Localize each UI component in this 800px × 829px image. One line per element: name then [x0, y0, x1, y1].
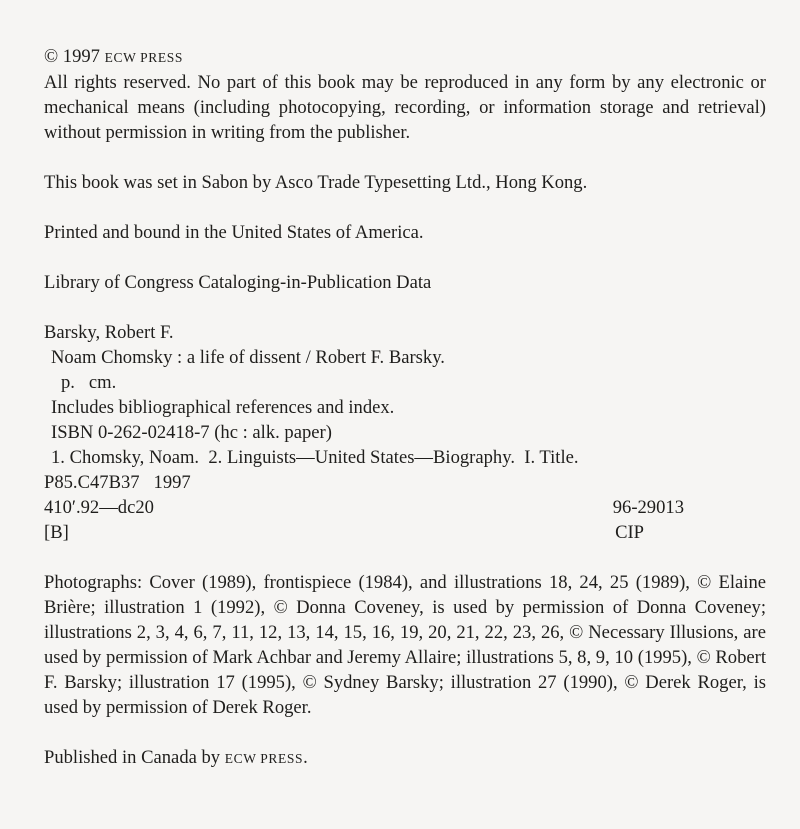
- cip-dewey: 410′.92—dc20: [44, 497, 154, 518]
- cip-subjects: 1. Chomsky, Noam. 2. Linguists—United States—Biography. I. Title.: [51, 447, 579, 468]
- cip-title: Noam Chomsky : a life of dissent / Robert F. Barsky.: [51, 347, 445, 368]
- copyright-line: [44, 44, 766, 70]
- published-publisher: ECW PRESS: [224, 751, 304, 766]
- cip-author: Barsky, Robert F.: [44, 322, 174, 343]
- cip-tag: CIP: [615, 522, 644, 543]
- copyright-publisher: ECW PRESS: [104, 50, 183, 65]
- cip-call-number: P85.C47B37 1997: [44, 472, 191, 493]
- cip-notes: Includes bibliographical references and index.: [51, 397, 395, 418]
- cip-pagination: p. cm.: [61, 372, 117, 393]
- rights-paragraph: All rights reserved. No part of this book may be reproduced in any form by any electronic or mechanical means (including photocopying, recording, or information storage and retrieval) without permission in writing from the publisher.: [44, 72, 766, 143]
- published-suffix: .: [303, 747, 308, 768]
- cip-record: [44, 320, 766, 545]
- published-prefix: Published in Canada by: [44, 747, 221, 768]
- published-line: [44, 745, 766, 771]
- cip-dewey-row: [44, 495, 720, 520]
- photographs-paragraph: Photographs: Cover (1989), frontispiece (1984), and illustrations 18, 24, 25 (1989), © Elaine Brière; illustration 1 (1992), © Donna Coveney, is used by permission of Donna Coveney; illustrations 2, 3, 4, 6, 7, 11, 12, 13, 14, 15, 16, 19, 20, 21, 22, 23, 26, © Necessary Illusions, are used by permission of Mark Achbar and Jeremy Allaire; illustrations 5, 8, 9, 10 (1995), © Robert F. Barsky; illustration 17 (1995), © Sydney Barsky; illustration 27 (1990), © Derek Roger, is used by permission of Derek Roger.: [44, 572, 766, 718]
- typeset-line: This book was set in Sabon by Asco Trade Typesetting Ltd., Hong Kong.: [44, 172, 588, 193]
- cip-bracket: [B]: [44, 522, 69, 543]
- cip-lccn: 96-29013: [612, 497, 684, 518]
- cip-heading: Library of Congress Cataloging-in-Publication Data: [44, 272, 432, 293]
- cip-tag-row: [44, 520, 720, 545]
- copyright-year: © 1997: [44, 46, 100, 67]
- printed-line: Printed and bound in the United States of America.: [44, 222, 424, 243]
- cip-isbn: ISBN 0-262-02418-7 (hc : alk. paper): [51, 422, 332, 443]
